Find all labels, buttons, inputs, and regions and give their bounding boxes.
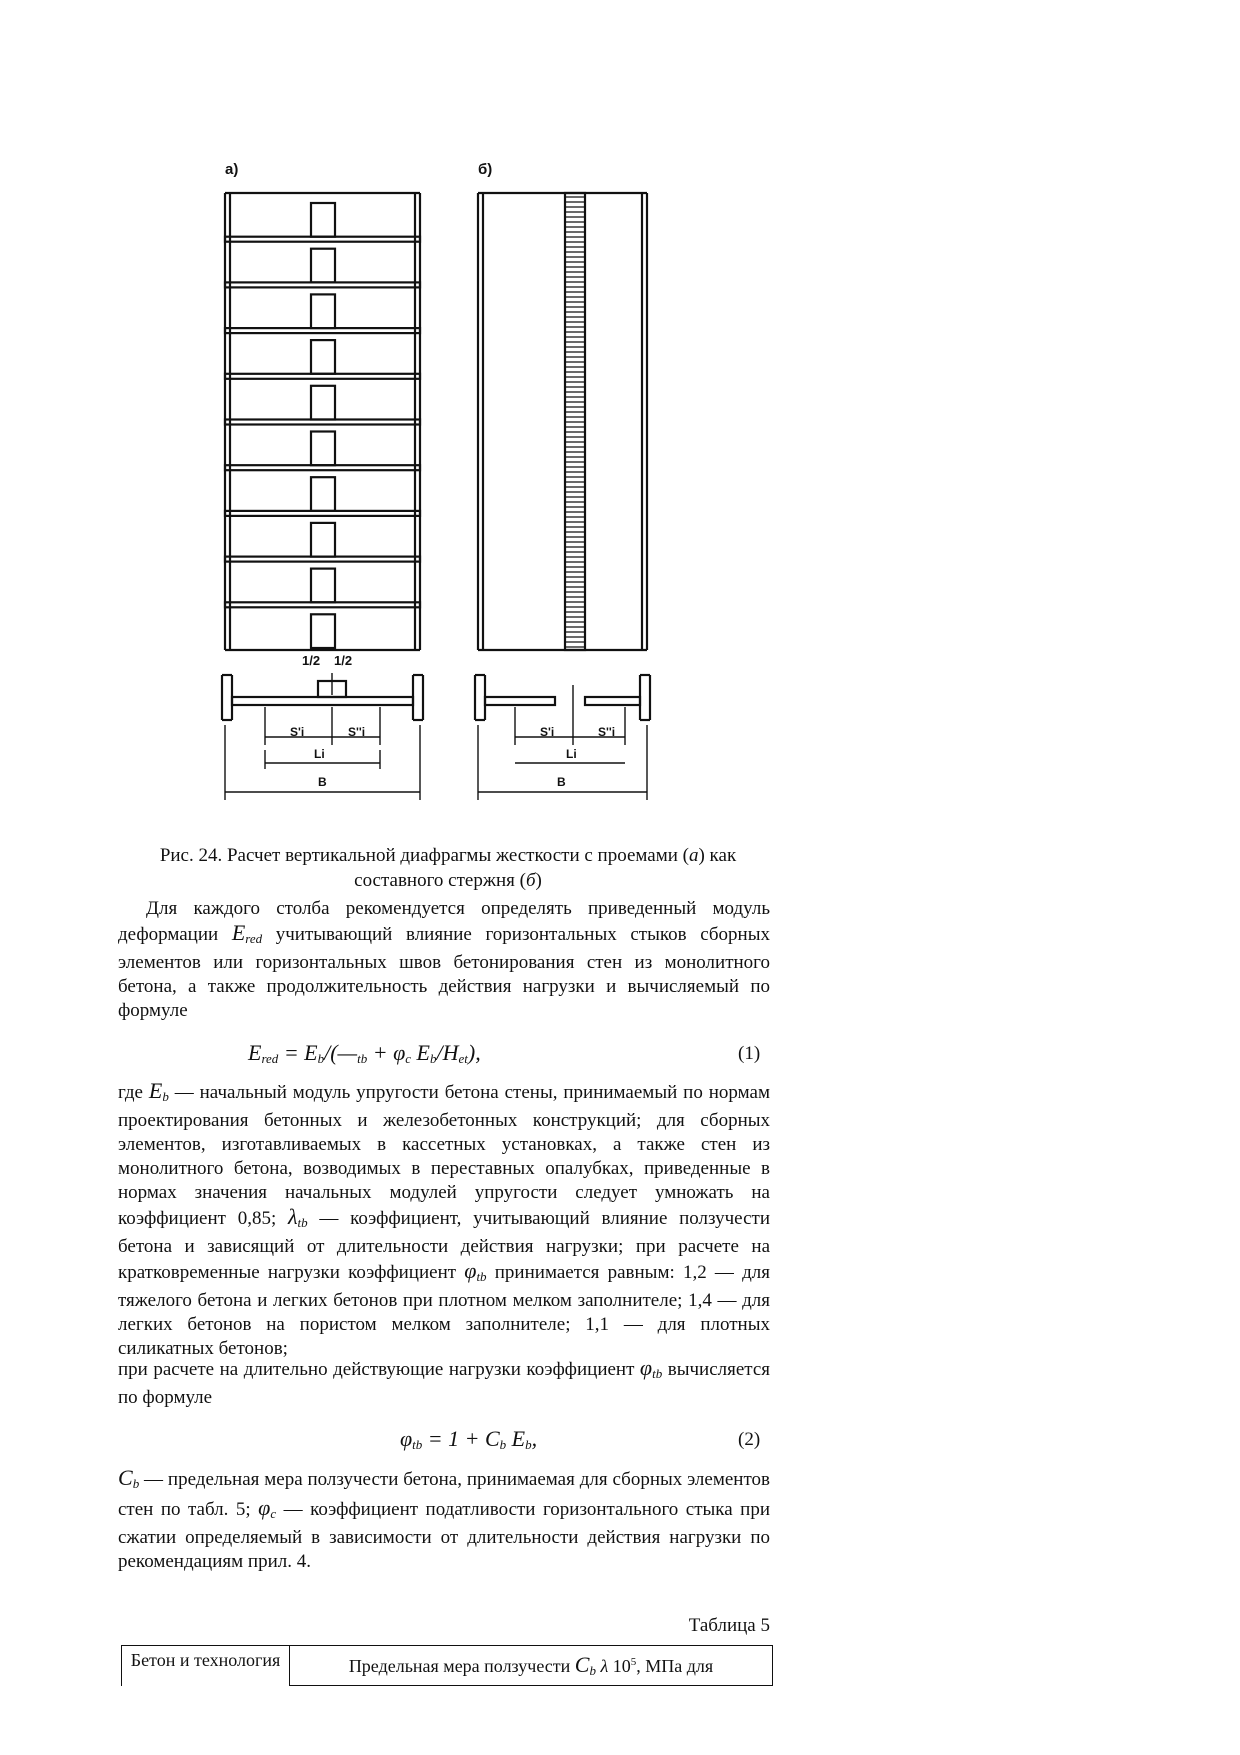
f-part: +: [367, 1040, 394, 1065]
caption-text: ): [535, 870, 542, 891]
dim-s-prime-b: S'i: [540, 725, 555, 739]
text: — коэффициент, учитывающий влияние ползучести бетона и зависящий от длительности действия нагрузки; при расчете на кратковременные нагрузки коэффициент: [118, 1208, 770, 1283]
paragraph-long-term: [118, 1356, 770, 1410]
sub-b: b: [589, 1663, 596, 1678]
table-header-concrete: Бетон и технология: [122, 1646, 290, 1686]
caption-text: Рис. 24. Расчет вертикальной диафрагмы жесткости с проемами (: [159, 845, 689, 866]
var-C: C: [118, 1465, 133, 1490]
dim-half-left: 1/2: [302, 653, 321, 668]
f-sub: tb: [412, 1437, 423, 1452]
f-part: ),: [467, 1040, 481, 1065]
paragraph-where: [118, 1079, 770, 1361]
f-sub: c: [405, 1051, 412, 1066]
var-E: E: [148, 1078, 163, 1103]
door-opening: [311, 477, 335, 511]
text: — начальный модуль упругости бетона стены, принимаемый по нормам проектирования бетонных и железобетонных конструкций; для сборных элементов, изготавливаемых в кассетных установках, а также стен из монолитного бетона, возводимых в переставных опалубках, приведенные в нормах значения начальных модулей упругости следует умножать на коэффициент 0,85;: [118, 1082, 770, 1229]
sub-tb: tb: [476, 1269, 487, 1284]
door-opening: [311, 294, 335, 328]
text: Предельная мера ползучести: [348, 1656, 575, 1676]
sub-b: b: [132, 1476, 140, 1491]
formula-1: [248, 1040, 481, 1067]
table-header-row: [122, 1646, 773, 1686]
formula-2: [400, 1426, 537, 1453]
f-part: /(—: [324, 1040, 358, 1065]
text: принимается равным: 1,2 — для тяжелого бетона и легких бетонов при плотном мелком заполнителе; 1,4 — для легких бетонов на пористом мелком заполнителе; 1,1 — для плотных силикатных бетонов;: [118, 1262, 770, 1359]
f-sub: b: [317, 1051, 325, 1066]
var-E: E: [231, 920, 246, 945]
text: при расчете на длительно действующие нагрузки коэффициент: [118, 1359, 640, 1380]
sub-c: c: [270, 1506, 277, 1521]
caption-text: ) как: [698, 845, 737, 866]
table-header-creep: [290, 1646, 773, 1686]
door-opening: [311, 523, 335, 557]
sub-tb: tb: [652, 1366, 663, 1381]
text: где: [118, 1082, 149, 1103]
dim-b-b: B: [557, 775, 566, 789]
dim-l-b: Li: [566, 747, 577, 761]
f-sub: tb: [357, 1051, 368, 1066]
paragraph-intro: [118, 897, 770, 1023]
figure-24: [210, 155, 700, 815]
f-sub: b: [525, 1437, 532, 1452]
equation-number-1: (1): [738, 1043, 761, 1064]
f-sub: et: [458, 1051, 468, 1066]
table-title: Таблица 5: [688, 1615, 770, 1636]
var-phi: φ: [464, 1258, 477, 1283]
text: — коэффициент податливости горизонтального стыка при сжатии определяемый в зависимости от длительности действия нагрузки по рекомендациям прил. 4.: [118, 1499, 770, 1572]
f-part: E: [506, 1426, 526, 1451]
f-part: E: [411, 1040, 430, 1065]
var-phi: φ: [639, 1355, 653, 1380]
f-sub: b: [430, 1051, 437, 1066]
sup: 5: [630, 1656, 637, 1668]
figure-label-a: а): [225, 161, 239, 178]
sub-tb: tb: [297, 1215, 308, 1230]
f-phi: φ: [400, 1426, 413, 1451]
f-E: E: [248, 1040, 262, 1065]
f-phi: φ: [393, 1040, 406, 1065]
text: вычисляется по формуле: [118, 1359, 770, 1408]
dim-l-a: Li: [314, 747, 325, 761]
sub-red: red: [245, 931, 263, 946]
connection-hatching: [565, 197, 585, 647]
caption-a: а: [688, 845, 699, 866]
figure-label-b: б): [478, 161, 493, 178]
var-lambda: λ: [595, 1656, 609, 1676]
diaphragm-drawing: [210, 155, 700, 815]
dim-s-double-a: S''i: [348, 725, 366, 739]
caption-b: б: [525, 870, 536, 891]
equation-number-2: (2): [738, 1429, 761, 1450]
dim-half-right: 1/2: [334, 653, 353, 668]
var-phi: φ: [258, 1495, 271, 1520]
text: , МПа для: [636, 1656, 714, 1676]
door-opening: [311, 432, 335, 466]
f-sub: b: [499, 1437, 507, 1452]
door-opening: [311, 249, 335, 283]
dim-b-a: B: [318, 775, 327, 789]
figure-caption: [118, 843, 778, 893]
dim-s-double-b: S''i: [598, 725, 616, 739]
f-part: = 1 + C: [422, 1426, 500, 1451]
f-part: ,: [531, 1426, 538, 1451]
f-sub: red: [261, 1051, 279, 1066]
door-opening: [311, 614, 335, 648]
text: Для каждого столба рекомендуется определять приведенный модуль деформации: [118, 898, 770, 945]
door-opening: [311, 386, 335, 420]
door-opening: [311, 340, 335, 374]
door-opening: [311, 569, 335, 603]
dim-s-prime-a: S'i: [290, 725, 305, 739]
var-lambda: λ: [287, 1204, 298, 1229]
floor-slabs: [225, 237, 420, 608]
wall-a-elevation: [225, 193, 420, 650]
door-opening: [311, 203, 335, 237]
var-C: C: [574, 1652, 590, 1677]
table-5: [121, 1645, 773, 1686]
paragraph-cb: [118, 1466, 770, 1574]
f-part: /H: [436, 1040, 459, 1065]
wall-b-elevation: [478, 193, 647, 650]
text: — предельная мера ползучести бетона, принимаемая для сборных элементов стен по табл. 5;: [118, 1469, 770, 1520]
caption-text: составного стержня (: [354, 870, 526, 891]
f-part: = E: [278, 1040, 318, 1065]
sub-b: b: [162, 1089, 169, 1104]
text: 10: [608, 1656, 631, 1676]
text: учитывающий влияние горизонтальных стыков сборных элементов или горизонтальных швов бетонирования стен из монолитного бетона, а также продолжительность действия нагрузки и вычисляемый по формуле: [118, 924, 770, 1021]
